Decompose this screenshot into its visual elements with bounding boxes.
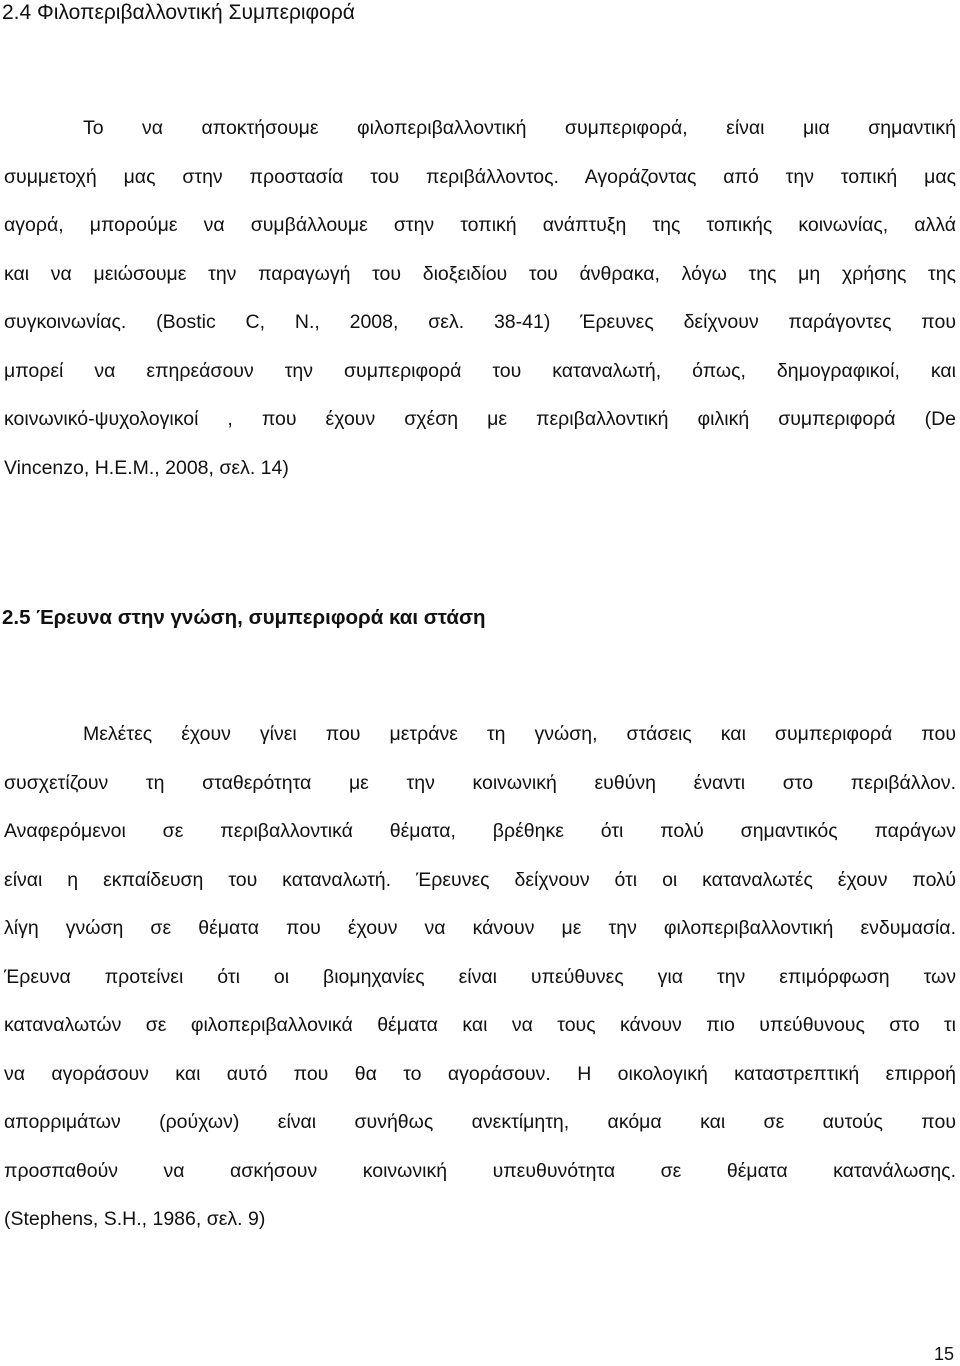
- paragraph-line: συγκοινωνίας. (Bostic C, N., 2008, σελ. 38-41) Έρευνες δείχνουν παράγοντες που: [4, 311, 956, 333]
- paragraph-line: να αγοράσουν και αυτό που θα το αγοράσουν. Η οικολογική καταστρεπτική επιρροή: [4, 1062, 956, 1085]
- page-number: 15: [933, 1344, 954, 1364]
- paragraph-line: απορριμάτων (ρούχων) είναι συνήθως ανεκτίμητη, ακόμα και σε αυτούς που: [4, 1111, 956, 1133]
- paragraph-line: συσχετίζουν τη σταθερότητα με την κοινωνική ευθύνη έναντι στο περιβάλλον.: [4, 771, 956, 794]
- paragraph-research: [4, 716, 956, 1250]
- paragraph-eco-behavior: [4, 110, 956, 498]
- paragraph-line: λίγη γνώση σε θέματα που έχουν να κάνουν με την φιλοπεριβαλλοντική ενδυμασία.: [4, 917, 956, 939]
- paragraph-line: είναι η εκπαίδευση του καταναλωτή. Έρευνες δείχνουν ότι οι καταναλωτές έχουν πολύ: [4, 868, 956, 891]
- paragraph-line: καταναλωτών σε φιλοπεριβαλλονικά θέματα και να τους κάνουν πιο υπεύθυνους στο τι: [4, 1014, 956, 1036]
- paragraph-line: συμμετοχή μας στην προστασία του περιβάλλοντος. Αγοράζοντας από την τοπική μας: [4, 165, 956, 188]
- section-heading-2-4: 2.4 Φιλοπεριβαλλοντική Συμπεριφορά: [2, 1, 355, 24]
- section-heading-2-5: 2.5 Έρευνα στην γνώση, συμπεριφορά και στάση: [2, 606, 486, 629]
- paragraph-line: Αναφερόμενοι σε περιβαλλοντικά θέματα, βρέθηκε ότι πολύ σημαντικός παράγων: [4, 820, 956, 842]
- paragraph-line: Το να αποκτήσουμε φιλοπεριβαλλοντική συμπεριφορά, είναι μια σημαντική: [83, 117, 956, 139]
- paragraph-line: μπορεί να επηρεάσουν την συμπεριφορά του καταναλωτή, όπως, δημογραφικοί, και: [4, 359, 956, 382]
- paragraph-line: και να μειώσουμε την παραγωγή του διοξειδίου του άνθρακα, λόγω της μη χρήσης της: [4, 262, 956, 285]
- paragraph-line: προσπαθούν να ασκήσουν κοινωνική υπευθυνότητα σε θέματα κατανάλωσης.: [4, 1159, 956, 1182]
- paragraph-line: Μελέτες έχουν γίνει που μετράνε τη γνώση, στάσεις και συμπεριφορά που: [83, 723, 956, 745]
- paragraph-line-last: Vincenzo, H.E.M., 2008, σελ. 14): [4, 456, 289, 479]
- paragraph-line: αγορά, μπορούμε να συμβάλλουμε στην τοπική ανάπτυξη της τοπικής κοινωνίας, αλλά: [4, 214, 956, 236]
- paragraph-line: κοινωνικό-ψυχολογικοί , που έχουν σχέση με περιβαλλοντική φιλική συμπεριφορά (De: [4, 408, 956, 430]
- paragraph-line-last: (Stephens, S.H., 1986, σελ. 9): [4, 1208, 266, 1230]
- paragraph-line: Έρευνα προτείνει ότι οι βιομηχανίες είναι υπεύθυνες για την επιμόρφωση των: [4, 965, 956, 988]
